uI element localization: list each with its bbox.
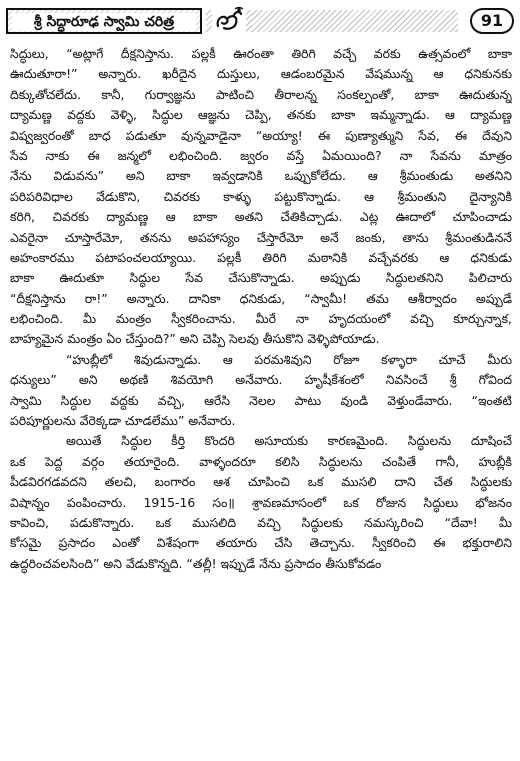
text-line: ధన్యులు” అని అథణి శివయోగి అనేవారు. హృషీకేశంలో నివసించే శ్రీ గోవింద: [10, 372, 512, 388]
text-line: అయితే సిద్ధుల కీర్తి కొందరి అసూయకు కారణమైంది. సిద్ధులను దూషించే: [66, 433, 512, 449]
text-line: సిద్ధులు, “అట్లాగే దీక్షనిస్తాను. పల్లకీ ఊరంతా తిరిగి వచ్చే వరకు ఉత్సవంలో బాకా: [10, 46, 512, 61]
text-line: విష్వజ్వరంతో బాధ పడుతూ వున్నవాడైనా “అయ్యా! ఈ పుణ్యాత్ముని సేవ, ఈ దేవుని: [10, 127, 512, 143]
text-line: ఒక పెద్ద వర్గం తయారైంది. వాళ్ళందరూ కలిసి సిద్ధులను చంపితే గానీ, హుబ్లీకి: [10, 453, 512, 469]
paragraph: [10, 44, 512, 350]
text-line: “హుబ్లీలో శివుడున్నాడు. ఆ పరమశివుని రోజూ కళ్ళారా చూచే మీరు: [66, 351, 512, 367]
text-line: పరిపూర్ణులను వేరెక్కడా చూడలేము” అనేవారు.: [10, 413, 236, 429]
text-line: ఎవరైనా చూస్తారేమో, తనను అపహాస్యం చేస్తారేమో అనే జంకు, తాను శ్రీమంతుడిననే: [10, 229, 512, 245]
text-line: నేను విడువను” అని బాకా ఇవ్వడానికి ఒప్పుకోలేదు. ఆ శ్రీమంతుడు అతనిని: [10, 168, 512, 184]
body-text: [10, 44, 512, 574]
running-title-box: [6, 8, 202, 34]
page-number: 91: [470, 8, 514, 34]
paragraph: [10, 431, 512, 574]
text-line: సేవ నాకు ఈ జన్మలో లభించింది. జ్వరం వస్తే ఏమయింది? నా సేవను మాత్రం: [10, 147, 512, 163]
running-title: శ్రీ సిద్ధారూఢ స్వామి చరిత్ర: [12, 13, 196, 31]
paragraph: [10, 350, 512, 432]
header-hatch-right: [252, 10, 458, 32]
text-line: కోసమై ప్రసాదం ఎంతో విశేషంగా తయారు చేసి తెచ్చాను. స్వీకరించి ఈ భక్తురాలిని: [10, 535, 512, 551]
text-line: ఉద్ధరించవలసింది” అని వేడుకొన్నది. “తల్లీ! ఇప్పుడే నేను ప్రసాదం తీసుకోవడం: [10, 555, 382, 571]
text-line: ఊదుతూరా!” అన్నారు. ఖరీదైన దుస్తులు, ఆడంబరమైన వేషమున్న ఆ ధనికునకు: [10, 66, 512, 82]
text-line: దిక్కుతోచలేదు. కానీ, గుర్వాజ్ఞను పాటించి తీరాలన్న సంకల్పంతో, బాకా ఊదుతున్న: [10, 86, 512, 102]
text-line: బాకా ఊదుతూ సిద్ధుల సేవ చేసుకొన్నాడు. అప్పుడు సిద్ధులతనిని పిలిచారు: [10, 270, 512, 286]
text-line: బాహ్యమైన మంత్రం ఏం చేస్తుంది?” అని చెప్పి సెలవు తీసుకొని వెళ్ళిపోయాడు.: [10, 331, 380, 347]
text-line: పరిపరివిధాల వేడుకొని, చివరకు కాళ్ళు పట్టుకొన్నాడు. ఆ శ్రీమంతుని దైన్యానికి: [10, 188, 512, 204]
om-emblem-icon: [212, 6, 246, 36]
text-line: కావించి, పడుకొన్నారు. ఒక ముసలిది వచ్చి సిద్ధులకు నమస్కరించి “దేవా! మీ: [10, 514, 512, 530]
text-line: లభించింది. మీ మంత్రం స్వీకరించాను. మీరే నా హృదయంలో వచ్చి కూర్చున్నాక,: [10, 311, 512, 327]
page-header: [6, 6, 514, 38]
text-line: అహంకారము పటాపంచలయ్యాయి. పల్లకీ తిరిగి మఠానికి వచ్చేవరకు ఆ ధనికుడు: [10, 249, 512, 265]
text-line: కరిగి, చివరకు ద్యామణ్ణ ఆ బాకా అతని చేతికిచ్చాడు. ఎట్ల ఊదాలో చూపించాడు: [10, 209, 512, 225]
text-line: పీడవిరగడవదని తలచి, బంగారం ఆశ చూపించి ఒక ముసలి దాని చేత సిద్ధులకు: [10, 474, 512, 490]
text-line: స్వామి సిద్ధుల వద్దకు వచ్చి, ఆరేసి నెలల పాటు వుండి వెళ్తుండేవారు. “ఇంతటి: [10, 392, 512, 408]
text-line: “దీక్షనిస్తాను రా!” అన్నారు. దానికా ధనికుడు, “స్వామీ! తమ ఆశీర్వాదం అప్పుడే: [10, 290, 512, 306]
text-line: విషాన్నం పంపించారు. 1915-16 సం॥ శ్రావణమాసంలో ఒక రోజున సిద్ధులు భోజనం: [10, 494, 512, 510]
text-line: ద్యామణ్ణ వద్దకు వెళ్ళి, సిద్ధుల ఆజ్ఞను చెప్పి, తనకు బాకా ఇమ్మన్నాడు. ఆ ద్యామణ్ణ: [10, 107, 512, 123]
